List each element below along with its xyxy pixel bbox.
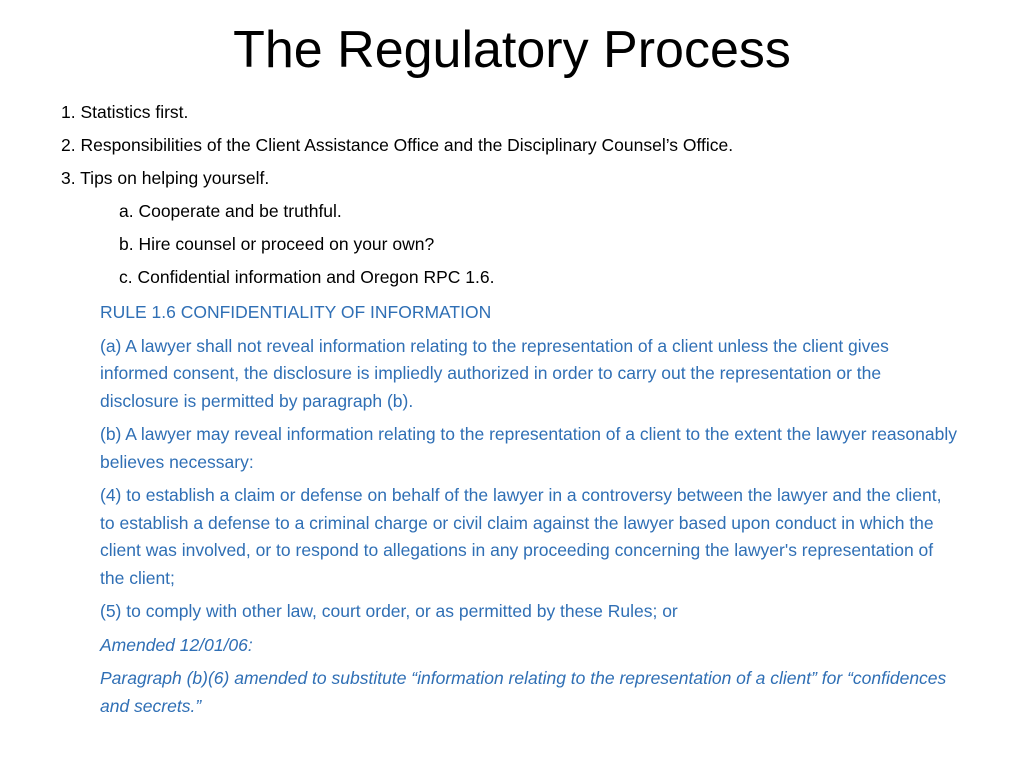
list-item-tips: 3. Tips on helping yourself. bbox=[61, 168, 270, 188]
slide-title: The Regulatory Process bbox=[233, 21, 791, 79]
rule-paragraph-b: (b) A lawyer may reveal information relating to the representation of a client to the extent the lawyer reasonably believes necessary: bbox=[100, 424, 957, 472]
rule-paragraph-a: (a) A lawyer shall not reveal information relating to the representation of a client unless the client gives informed consent, the disclosure is impliedly authorized in order to carry out the representation or the disclosure is permitted by paragraph (b). bbox=[100, 335, 889, 411]
sublist-item-cooperate: a. Cooperate and be truthful. bbox=[119, 201, 342, 221]
list-item-statistics: 1. Statistics first. bbox=[61, 102, 189, 122]
amended-date: Amended 12/01/06: bbox=[100, 634, 253, 655]
rule-heading: RULE 1.6 CONFIDENTIALITY OF INFORMATION bbox=[100, 302, 492, 322]
rule-paragraph-5: (5) to comply with other law, court order, or as permitted by these Rules; or bbox=[100, 601, 678, 621]
sublist-item-confidential: c. Confidential information and Oregon RPC 1.6. bbox=[119, 267, 495, 287]
amendment-note: Paragraph (b)(6) amended to substitute “information relating to the representation of a client” for “confidences and secrets.” bbox=[100, 668, 947, 716]
slide-body bbox=[61, 101, 961, 726]
sublist-item-hire-counsel: b. Hire counsel or proceed on your own? bbox=[119, 234, 435, 254]
list-item-responsibilities: 2. Responsibilities of the Client Assistance Office and the Disciplinary Counsel’s Office. bbox=[61, 135, 734, 155]
rule-paragraph-4: (4) to establish a claim or defense on behalf of the lawyer in a controversy between the lawyer and the client, to establish a defense to a criminal charge or civil claim against the lawyer based upon conduct in which the client was involved, or to respond to allegations in any proceeding concerning the lawyer's representation of the client; bbox=[100, 485, 942, 588]
